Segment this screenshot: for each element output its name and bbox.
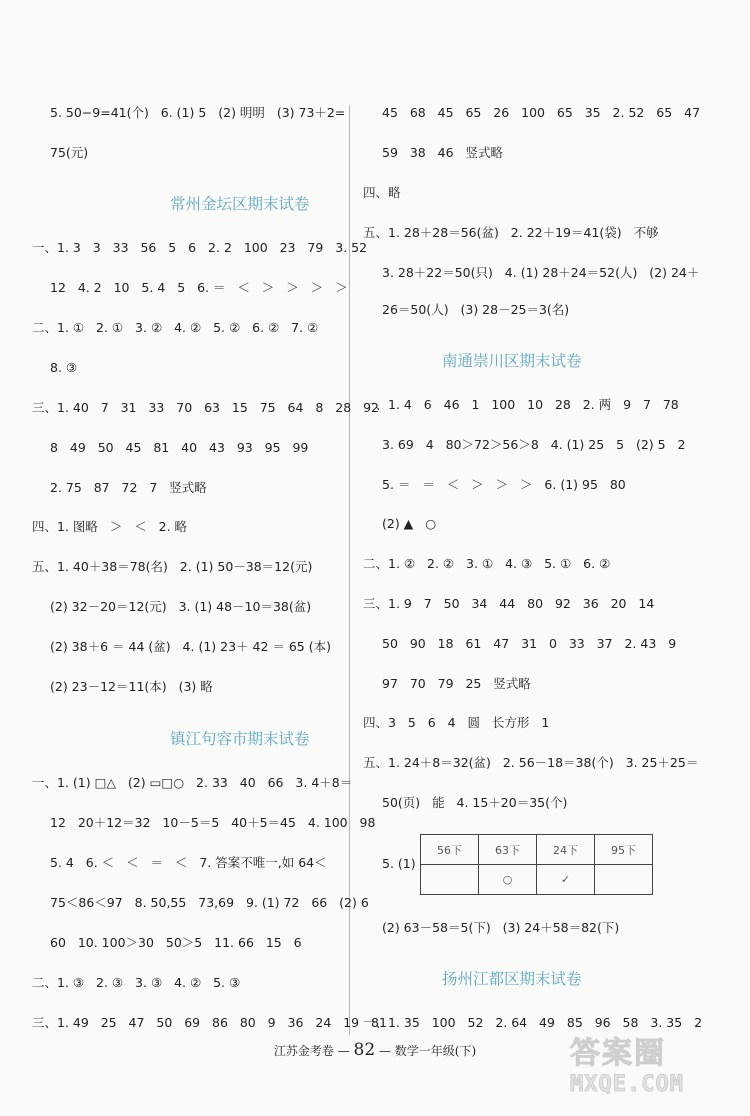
left-s1-line-10: (2) 32－20＝12(元) 3. (1) 48－10＝38(盆) <box>50 599 312 614</box>
right-s3-line-11: 50(页) 能 4. 15＋20＝35(个) <box>382 795 568 810</box>
left-s1-line-3: 二、1. ① 2. ① 3. ② 4. ② 5. ② 6. ② 7. ② <box>32 320 319 335</box>
left-s1-line-7: 2. 75 87 72 7 竖式略 <box>50 480 207 495</box>
section-title-yangzhou: 扬州江都区期末试卷 <box>442 970 582 988</box>
left-s1-line-12: (2) 23－12＝11(本) (3) 略 <box>50 679 213 694</box>
table-mark-cell: ○ <box>479 865 537 895</box>
left-s1-line-1: 一、1. 3 3 33 56 5 6 2. 2 100 23 79 3. 52 <box>32 240 368 255</box>
left-top-line-1: 5. 50−9=41(个) 6. (1) 5 (2) 明明 (3) 73＋2= <box>50 105 346 120</box>
left-top-line-2: 75(元) <box>50 145 89 160</box>
watermark-top-text: 答案圈 <box>570 1036 666 1071</box>
left-s1-line-9: 五、1. 40＋38＝78(名) 2. (1) 50－38＝12(元) <box>32 559 313 574</box>
watermark-url-text: MXQE.COM <box>570 1072 684 1097</box>
table-header-cell: 56下 <box>421 835 479 865</box>
page-number: 82 <box>353 1040 376 1060</box>
left-s2-line-3: 5. 4 6. ＜ ＜ ＝ ＜ 7. 答案不唯一,如 64＜ <box>50 855 327 870</box>
watermark-logo <box>570 1028 740 1110</box>
left-s2-line-1: 一、1. (1) □△ (2) ▭□○ 2. 33 40 66 3. 4＋8＝ <box>32 775 353 790</box>
left-s2-line-6: 二、1. ③ 2. ③ 3. ③ 4. ② 5. ③ <box>32 975 241 990</box>
right-top-line-1: 45 68 45 65 26 100 65 35 2. 52 65 47 <box>382 105 701 120</box>
right-s3-line-10: 五、1. 24＋8＝32(盆) 2. 56－18＝38(个) 3. 25＋25＝ <box>363 755 699 770</box>
right-top-line-5: 3. 28＋22＝50(只) 4. (1) 28＋24＝52(人) (2) 24＋ <box>382 265 700 280</box>
left-s2-line-5: 60 10. 100＞30 50＞5 11. 66 15 6 <box>50 935 302 950</box>
right-s3-line-1: 一、1. 4 6 46 1 100 10 28 2. 两 9 7 78 <box>363 397 679 412</box>
left-s1-line-11: (2) 38＋6 ＝ 44 (盆) 4. (1) 23＋ 42 ＝ 65 (本) <box>50 639 331 654</box>
right-after-table-line: (2) 63－58＝5(下) (3) 24＋58＝82(下) <box>382 920 620 935</box>
right-s3-line-2: 3. 69 4 80＞72＞56＞8 4. (1) 25 5 (2) 5 2 <box>382 437 686 452</box>
table-mark-row <box>421 865 653 895</box>
answer-table <box>420 834 653 895</box>
footer-book-title: 江苏金考卷 — <box>273 1044 354 1058</box>
section-title-zhenjiang: 镇江句容市期末试卷 <box>170 730 310 748</box>
right-s4-line-1: 一、1. 35 100 52 2. 64 49 85 96 58 3. 35 2 <box>363 1015 703 1030</box>
right-top-line-2: 59 38 46 竖式略 <box>382 145 503 160</box>
table-mark-cell: ✓ <box>537 865 595 895</box>
left-s2-line-7: 三、1. 49 25 47 50 69 86 80 9 36 24 19 81 <box>32 1015 387 1030</box>
left-s1-line-4: 8. ③ <box>50 360 78 375</box>
table-header-cell: 63下 <box>479 835 537 865</box>
right-s3-line-8: 97 70 79 25 竖式略 <box>382 676 531 691</box>
left-s1-line-6: 8 49 50 45 81 40 43 93 95 99 <box>50 440 309 455</box>
right-s3-line-9: 四、3 5 6 4 圆 长方形 1 <box>363 715 550 730</box>
table-header-row <box>421 835 653 865</box>
left-s1-line-2: 12 4. 2 10 5. 4 5 6. ＝ ＜ ＞ ＞ ＞ ＞ <box>50 280 348 295</box>
table-question-label: 5. (1) <box>382 856 416 871</box>
right-top-line-3: 四、略 <box>363 185 401 200</box>
right-s3-line-3: 5. ＝ ＝ ＜ ＞ ＞ ＞ 6. (1) 95 80 <box>382 477 626 492</box>
right-s3-line-7: 50 90 18 61 47 31 0 33 37 2. 43 9 <box>382 636 677 651</box>
right-s3-line-4: (2) ▲ ○ <box>382 516 437 531</box>
left-s1-line-5: 三、1. 40 7 31 33 70 63 15 75 64 8 28 92 <box>32 400 379 415</box>
right-s3-line-6: 三、1. 9 7 50 34 44 80 92 36 20 14 <box>363 596 655 611</box>
table-header-cell: 95下 <box>595 835 653 865</box>
right-top-line-6: 26＝50(人) (3) 28－25＝3(名) <box>382 302 570 317</box>
footer-subject: — 数学一年级(下) <box>375 1044 477 1058</box>
table-header-cell: 24下 <box>537 835 595 865</box>
left-s1-line-8: 四、1. 图略 ＞ ＜ 2. 略 <box>32 519 188 534</box>
right-top-line-4: 五、1. 28＋28＝56(盆) 2. 22＋19＝41(袋) 不够 <box>363 225 659 240</box>
table-mark-cell <box>595 865 653 895</box>
left-s2-line-4: 75＜86＜97 8. 50,55 73,69 9. (1) 72 66 (2) 6 <box>50 895 369 910</box>
section-title-nantong: 南通崇川区期末试卷 <box>442 352 582 370</box>
table-mark-cell <box>421 865 479 895</box>
section-title-changzhou: 常州金坛区期末试卷 <box>170 195 310 213</box>
left-s2-line-2: 12 20＋12＝32 10－5＝5 40＋5＝45 4. 100 98 <box>50 815 376 830</box>
right-s3-line-5: 二、1. ② 2. ② 3. ① 4. ③ 5. ① 6. ② <box>363 556 611 571</box>
